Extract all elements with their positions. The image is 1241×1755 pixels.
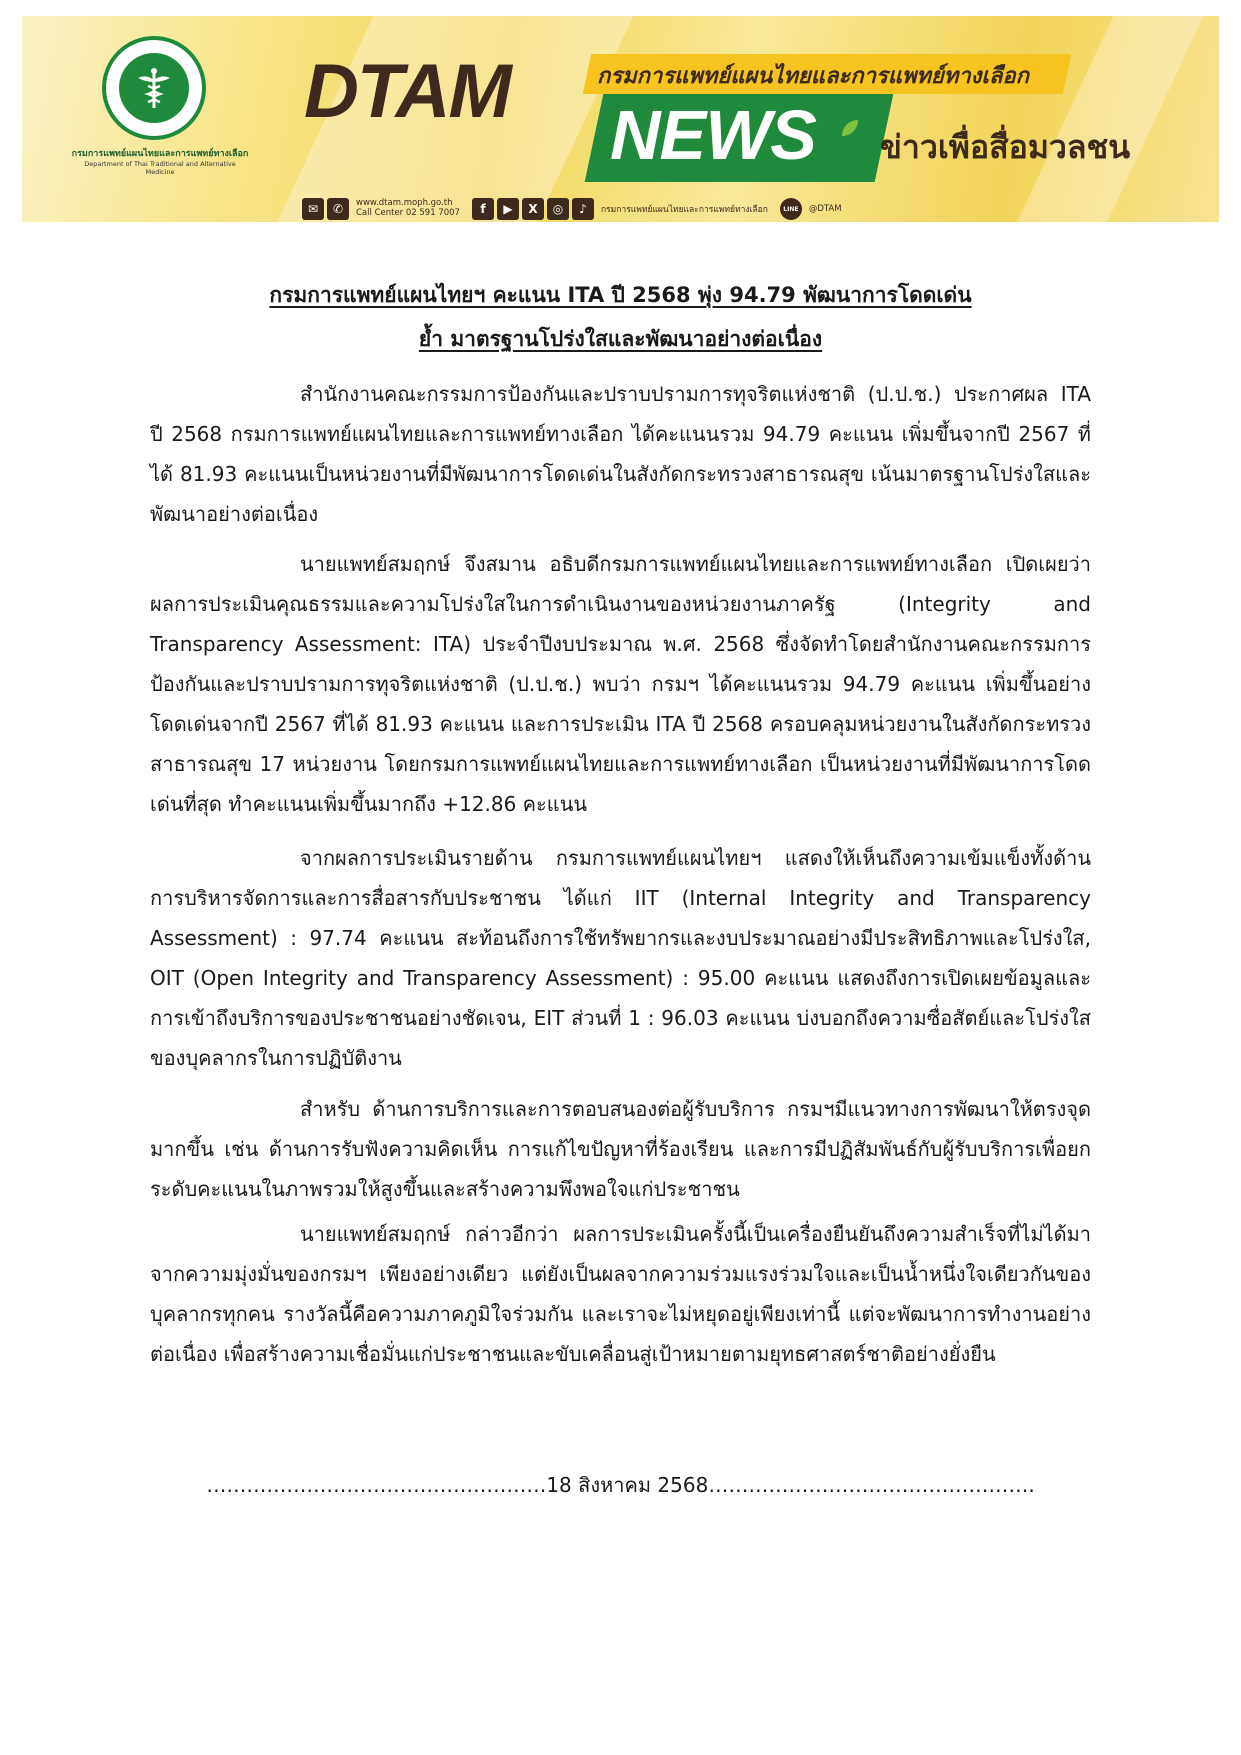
- call-center: Call Center 02 591 7007: [356, 208, 460, 218]
- line-icon[interactable]: LINE: [780, 198, 802, 220]
- paragraph-3: จากผลการประเมินรายด้าน กรมการแพทย์แผนไทยฯ แสดงให้เห็นถึงความเข้มแข็งทั้งด้านการบริหารจัดการและการสื่อสารกับประชาชน ได้แก่ IIT (Internal Integrity and Transparency Assessment) : 97.74 คะแนน สะท้อนถึงการใช้ทรัพยากรและงบประมาณอย่างมีประสิทธิภาพและโปร่งใส, OIT (Open Integrity and Transparency Assessment) : 95.00 คะแนน แสดงถึงการเปิดเผยข้อมูลและการเข้าถึงบริการของประชาชนอย่างชัดเจน, EIT ส่วนที่ 1 : 96.03 คะแนน บ่งบอกถึงความซื่อสัตย์และโปร่งใสของบุคลากรในการปฏิบัติงาน: [150, 846, 1091, 1070]
- line-id[interactable]: @DTAM: [808, 204, 842, 214]
- news-label: NEWS: [610, 96, 816, 174]
- paragraph-2: นายแพทย์สมฤกษ์ จึงสมาน อธิบดีกรมการแพทย์แผนไทยและการแพทย์ทางเลือก เปิดเผยว่า ผลการประเมินคุณธรรมและความโปร่งใสในการดำเนินงานของหน่วยงานภาครัฐ (Integrity and Transparency Assessment: ITA) ประจำปีงบประมาณ พ.ศ. 2568 ซึ่งจัดทำโดยสำนักงานคณะกรรมการป้องกันและปราบปรามการทุจริตแห่งชาติ (ป.ป.ช.) พบว่า กรมฯ ได้คะแนนรวม 94.79 คะแนน เพิ่มขึ้นอย่างโดดเด่นจากปี 2567 ที่ได้ 81.93 คะแนน และการประเมิน ITA ปี 2568 ครอบคลุมหน่วยงานในสังกัดกระทรวงสาธารณสุข 17 หน่วยงาน โดยกรมการแพทย์แผนไทยและการแพทย์ทางเลือก เป็นหน่วยงานที่มีพัฒนาการโดดเด่นที่สุด ทำคะแนนเพิ่มขึ้นมากถึง +12.86 คะแนน: [150, 552, 1091, 816]
- department-name: กรมการแพทย์แผนไทยและการแพทย์ทางเลือก: [597, 64, 1029, 89]
- leaf-icon: [840, 118, 860, 138]
- instagram-icon[interactable]: ◎: [547, 198, 569, 220]
- phone-icon[interactable]: ✆: [327, 198, 349, 220]
- ministry-seal-logo: [102, 36, 206, 140]
- logo-org-english: Department of Thai Traditional and Alternative Medicine: [84, 160, 236, 176]
- headline: กรมการแพทย์แผนไทยฯ คะแนน ITA ปี 2568 พุ่ง 94.79 พัฒนาการโดดเด่น: [269, 283, 972, 307]
- caduceus-icon: [130, 64, 178, 112]
- x-icon[interactable]: X: [522, 198, 544, 220]
- logo-org-thai: กรมการแพทย์แผนไทยและการแพทย์ทางเลือก: [71, 149, 249, 159]
- youtube-icon[interactable]: ▶: [497, 198, 519, 220]
- paragraph-1: สำนักงานคณะกรรมการป้องกันและปราบปรามการทุจริตแห่งชาติ (ป.ป.ช.) ประกาศผล ITA ปี 2568 กรมการแพทย์แผนไทยและการแพทย์ทางเลือก ได้คะแนนรวม 94.79 คะแนน เพิ่มขึ้นจากปี 2567 ที่ได้ 81.93 คะแนนเป็นหน่วยงานที่มีพัฒนาการโดดเด่นในสังกัดกระทรวงสาธารณสุข เน้นมาตรฐานโปร่งใสและพัฒนาอย่างต่อเนื่อง: [150, 382, 1091, 526]
- paragraph-4: สำหรับ ด้านการบริการและการตอบสนองต่อผู้รับบริการ กรมฯมีแนวทางการพัฒนาให้ตรงจุดมากขึ้น เช่น ด้านการรับฟังความคิดเห็น การแก้ไขปัญหาที่ร้องเรียน และการมีปฏิสัมพันธ์กับผู้รับบริการเพื่อยกระดับคะแนนในภาพรวมให้สูงขึ้นและสร้างความพึงพอใจแก่ประชาชน: [150, 1097, 1091, 1201]
- mail-icon[interactable]: ✉: [302, 198, 324, 220]
- facebook-icon[interactable]: f: [472, 198, 494, 220]
- banner-sheen: [992, 16, 1219, 222]
- brand-dtam: DTAM: [304, 49, 510, 134]
- website-url[interactable]: www.dtam.moph.go.th: [356, 198, 453, 209]
- contact-bar: [302, 198, 854, 220]
- social-account-name: กรมการแพทย์แผนไทยและการแพทย์ทางเลือก: [600, 205, 768, 215]
- dateline: ……………………………………………18 สิงหาคม 2568………………………………………….: [206, 1473, 1035, 1497]
- header-banner: [22, 16, 1219, 222]
- tagline: ข่าวเพื่อสื่อมวลชน: [880, 128, 1131, 166]
- subheadline: ย้ำ มาตรฐานโปร่งใสและพัฒนาอย่างต่อเนื่อง: [418, 327, 823, 351]
- tiktok-icon[interactable]: ♪: [572, 198, 594, 220]
- paragraph-5: นายแพทย์สมฤกษ์ กล่าวอีกว่า ผลการประเมินครั้งนี้เป็นเครื่องยืนยันถึงความสำเร็จที่ไม่ได้มาจากความมุ่งมั่นของกรมฯ เพียงอย่างเดียว แต่ยังเป็นผลจากความร่วมแรงร่วมใจและเป็นน้ำหนึ่งใจเดียวกันของบุคลากรทุกคน รางวัลนี้คือความภาคภูมิใจร่วมกัน และเราจะไม่หยุดอยู่เพียงเท่านี้ แต่จะพัฒนาการทำงานอย่างต่อเนื่อง เพื่อสร้างความเชื่อมั่นแก่ประชาชนและขับเคลื่อนสู่เป้าหมายตามยุทธศาสตร์ชาติอย่างยั่งยืน: [150, 1222, 1091, 1366]
